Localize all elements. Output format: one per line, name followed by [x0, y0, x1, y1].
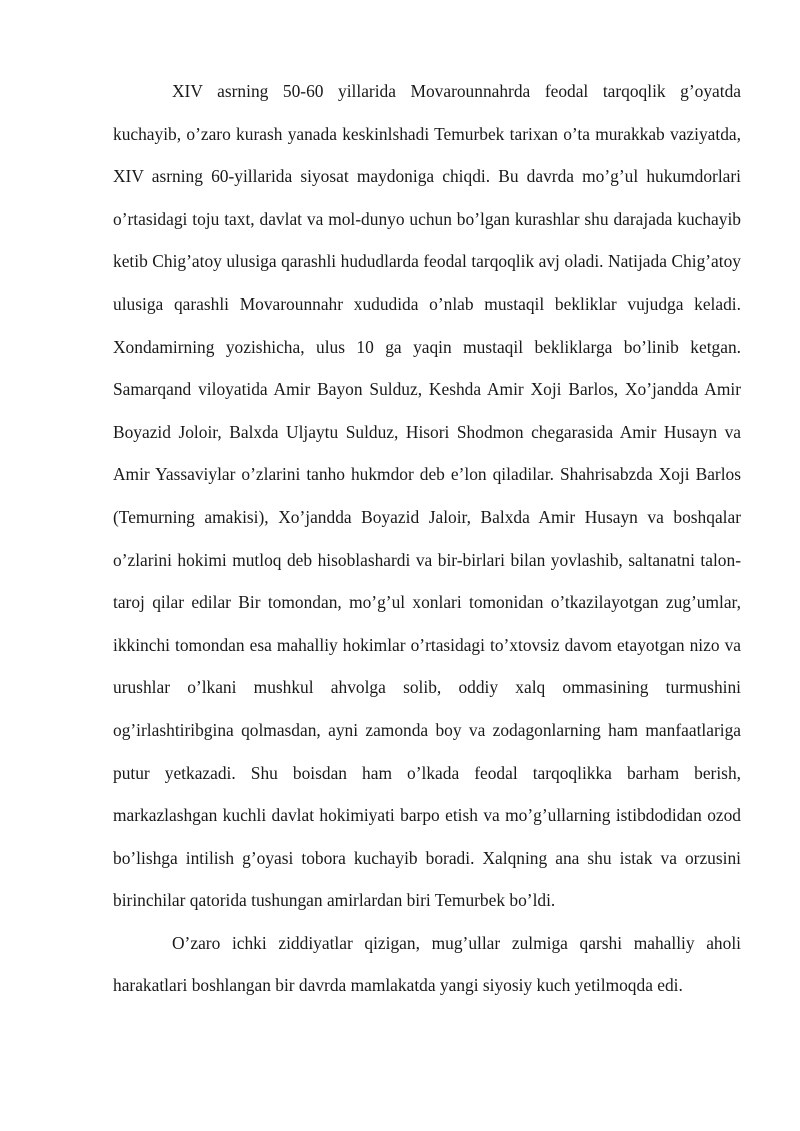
paragraph: O’zaro ichki ziddiyatlar qizigan, mug’ullar zulmiga qarshi mahalliy aholi harakatlari boshlangan bir davrda mamlakatda yangi siyosiy kuch yetilmoqda edi. — [113, 932, 741, 996]
paragraph: XIV asrning 50-60 yillarida Movarounnahrda feodal tarqoqlik g’oyatda kuchayib, o’zaro kurash yanada keskinlshadi Temurbek tarixan o’ta murakkab vaziyatda, XIV asrning 60-yillarida siyosat maydoniga chiqdi. Bu davrda mo’g’ul hukumdorlari o’rtasidagi toju taxt, davlat va mol-dunyo uchun bo’lgan kurashlar shu darajada kuchayib ketib Chig’atoy ulusiga qarashli hududlarda feodal tarqoqlik avj oladi. Natijada Chig’atoy ulusiga qarashli Movarounnahr xududida o’nlab mustaqil bekliklar vujudga keladi. Xondamirning yozishicha, ulus 10 ga yaqin mustaqil bekliklarga bo’linib ketgan. Samarqand viloyatida Amir Bayon Sulduz, Keshda Amir Xoji Barlos, Xo’jandda Amir Boyazid Joloir, Balxda Uljaytu Sulduz, Hisori Shodmon chegarasida Amir Husayn va Amir Yassaviylar o’zlarini tanho hukmdor deb e’lon qiladilar. Shahrisabzda Xoji Barlos (Temurning amakisi), Xo’jandda Boyazid Jaloir, Balxda Amir Husayn va boshqalar o’zlarini hokimi mutloq deb hisoblashardi va bir-birlari bilan yovlashib, saltanatni talon-taroj qilar edilar Bir tomondan, mo’g’ul xonlari tomonidan o’tkazilayotgan zug’umlar, ikkinchi tomondan esa mahalliy hokimlar o’rtasidagi to’xtovsiz davom etayotgan nizo va urushlar o’lkani mushkul ahvolga solib, oddiy xalq ommasining turmushini og’irlashtiribgina qolmasdan, ayni zamonda boy va zodagonlarning ham manfaatlariga putur yetkazadi. Shu boisdan ham o’lkada feodal tarqoqlikka barham berish, markazlashgan kuchli davlat hokimiyati barpo etish va mo’g’ullarning istibdodidan ozod bo’lishga intilish g’oyasi tobora kuchayib boradi. Xalqning ana shu istak va orzusini birinchilar qatorida tushungan amirlardan biri Temurbek bo’ldi. — [113, 81, 741, 911]
body-text — [113, 70, 741, 1007]
